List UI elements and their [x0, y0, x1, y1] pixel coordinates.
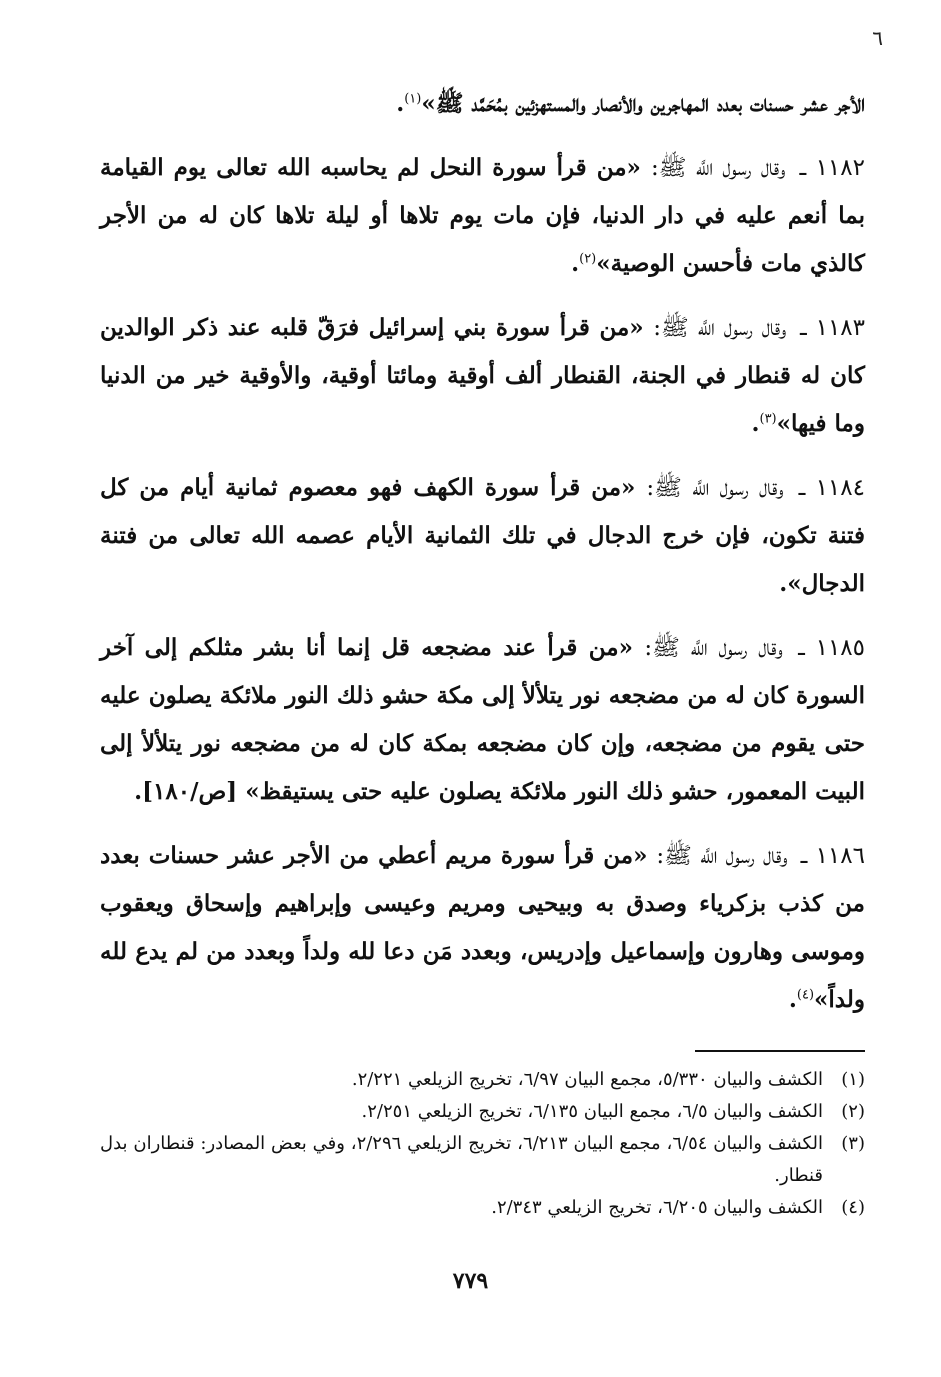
hadith-text: «من قرأ سورة الكهف فهو معصوم ثمانية أيام من كل فتنة تكون، فإن خرج الدجال في تلك الثمانية الأيام عصمه الله تعالى من فتنة الدجال».	[100, 474, 865, 597]
footnotes	[100, 1064, 865, 1224]
hadith-number: ١١٨٣ ـ	[799, 315, 866, 341]
intro-paragraph	[100, 80, 865, 128]
hadith-text: «من قرأ عند مضجعه قل إنما أنا بشر مثلكم إلى آخر السورة كان له من مضجعه نور يتلألأ إلى مكة حشو ذلك النور ملائكة يصلون عليه حتى يقوم من مضجعه، وإن كان مضجعه بمكة كان له من مضجعه نور يتلألأ إلى البيت المعمور، حشو ذلك النور ملائكة يصلون عليه حتى يستيقظ» [ص/١٨٠].	[100, 634, 865, 805]
page-number: ٧٧٩	[452, 1268, 489, 1294]
footnote-3	[100, 1128, 865, 1192]
lead-phrase: وقال رسول اللَّه ﷺ:	[656, 843, 788, 869]
hadith-end: .	[788, 986, 797, 1013]
hadith-1184	[100, 464, 865, 608]
footnote-number: (٣)	[841, 1133, 865, 1154]
footnote-number: (٢)	[841, 1101, 865, 1122]
footnote-number: (٤)	[841, 1197, 865, 1218]
hadith-text: «من قرأ سورة النحل لم يحاسبه الله تعالى يوم القيامة بما أنعم عليه في دار الدنيا، فإن مات يوم تلاها أو ليلة تلاها كان له من الأجر كالذي مات فأحسن الوصية»	[100, 154, 865, 277]
hadith-end: .	[571, 250, 580, 277]
intro-end: .	[396, 90, 405, 117]
hadith-1186	[100, 832, 865, 1024]
lead-phrase: وقال رسول اللَّه ﷺ:	[653, 315, 787, 341]
corner-mark: ٦	[872, 26, 883, 50]
footnote-4	[100, 1192, 865, 1224]
footnote-text: الكشف والبيان ٦/٢٠٥، تخريج الزيلعي ٢/٣٤٣.	[491, 1197, 823, 1218]
footnote-2	[100, 1096, 865, 1128]
hadith-number: ١١٨٥ ـ	[798, 635, 866, 661]
footnote-ref[interactable]: (١)	[404, 91, 422, 107]
footnote-number: (١)	[841, 1069, 865, 1090]
footnote-ref[interactable]: (٤)	[796, 987, 815, 1003]
footnote-text: الكشف والبيان ٦/٥٤، مجمع البيان ٦/٢١٣، تخريج الزيلعي ٢/٢٩٦، وفي بعض المصادر: قنطاران بدل قنطار.	[100, 1133, 823, 1186]
hadith-1185	[100, 624, 865, 816]
footnote-text: الكشف والبيان ٦/٥، مجمع البيان ٦/١٣٥، تخريج الزيلعي ٢/٢٥١.	[361, 1101, 823, 1122]
footnote-text: الكشف والبيان ٥/٣٣٠، مجمع البيان ٦/٩٧، تخريج الزيلعي ٢/٢٢١.	[351, 1069, 823, 1090]
footnote-ref[interactable]: (٣)	[759, 411, 777, 427]
hadith-number: ١١٨٢ ـ	[799, 155, 865, 181]
main-text	[100, 80, 865, 1040]
hadith-end: .	[751, 410, 760, 437]
hadith-text: «من قرأ سورة مريم أعطي من الأجر عشر حسنات بعدد من كذب بزكرياء وصدق به وبيحيى ومريم وعيسى وإبراهيم وإسحاق ويعقوب وموسى وهارون وإسماعيل وإدريس، وبعدد مَن دعا لله ولداً وبعدد من لم يدع لله ولداً»	[100, 842, 865, 1013]
hadith-text: «من قرأ سورة بني إسرائيل فرَقّ قلبه عند ذكر الوالدين كان له قنطار في الجنة، القنطار ألف أوقية ومائتا أوقية، والأوقية خير من الدنيا وما فيها»	[100, 314, 865, 437]
footnote-ref[interactable]: (٢)	[579, 251, 597, 267]
hadith-number: ١١٨٦ ـ	[800, 843, 865, 869]
hadith-number: ١١٨٤ ـ	[798, 475, 865, 501]
hadith-1182	[100, 144, 865, 288]
footnote-divider	[695, 1050, 865, 1052]
hadith-1183	[100, 304, 865, 448]
footnote-1	[100, 1064, 865, 1096]
lead-phrase: وقال رسول اللَّه ﷺ:	[644, 635, 783, 661]
intro-text: الأجر عشر حسنات بعدد المهاجرين والأنصار والمستهزئين بمُحَمَّد ﷺ»	[421, 90, 865, 117]
lead-phrase: وقال رسول اللَّه ﷺ:	[646, 475, 784, 501]
lead-phrase: وقال رسول اللَّه ﷺ:	[651, 155, 786, 181]
